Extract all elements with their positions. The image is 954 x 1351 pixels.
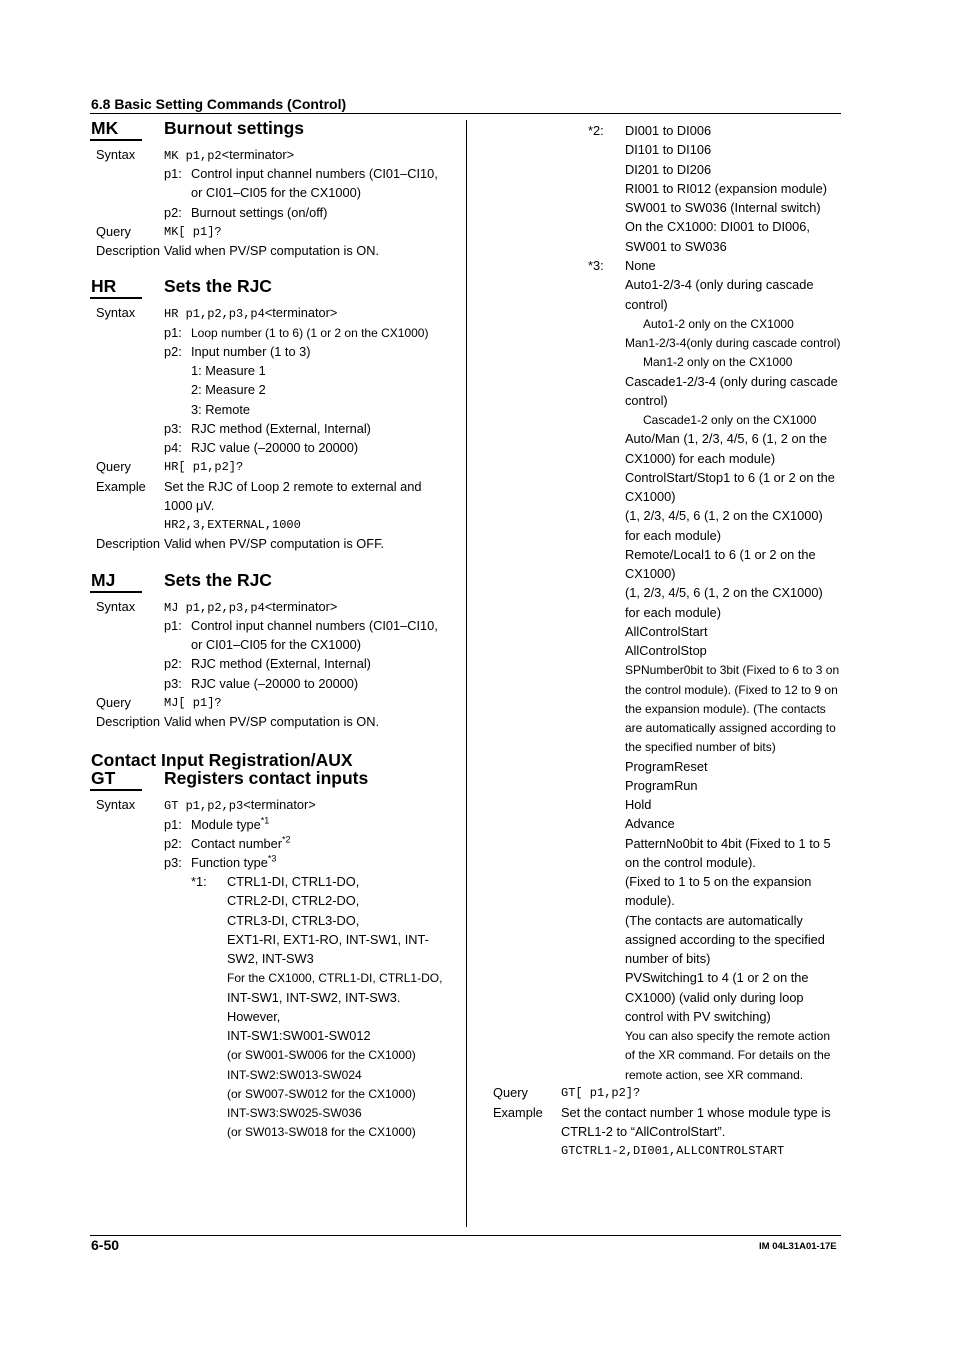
hr-query: HR[ p1,p2]? [164, 460, 244, 474]
mj-p1-label: p1: [164, 618, 182, 633]
page-number: 6-50 [91, 1237, 120, 1253]
hr-description: Valid when PV/SP computation is OFF. [164, 536, 385, 551]
hr-p2-option-1: 1: Measure 1 [191, 363, 266, 378]
mj-command: MJ [91, 570, 116, 590]
mk-p1-label: p1: [164, 166, 182, 181]
gt-example-line2: CTRL1-2 to “AllControlStart”. [561, 1124, 726, 1139]
gt-note3-line: the specified number of bits) [625, 740, 776, 755]
hr-command-underline [90, 297, 142, 299]
gt-note3-line: (1, 2/3, 4/5, 6 (1, 2 on the CX1000) [625, 585, 823, 601]
gt-syntax-label: Syntax [96, 797, 136, 812]
header-rule [90, 113, 841, 114]
gt-note3-line: Auto1-2/3-4 (only during cascade [625, 277, 814, 293]
gt-note1-line: INT-SW1, INT-SW2, INT-SW3. [227, 989, 401, 1005]
gt-note2-line: On the CX1000: DI001 to DI006, [625, 219, 810, 235]
gt-example-label: Example [493, 1105, 543, 1120]
mk-query-label: Query [96, 224, 131, 239]
gt-p1-label: p1: [164, 817, 182, 832]
gt-command: GT [91, 768, 116, 788]
gt-note1-line: (or SW013-SW018 for the CX1000) [227, 1125, 416, 1140]
mk-p2-label: p2: [164, 205, 182, 220]
gt-note3-line: module). [625, 893, 675, 909]
gt-p2: Contact number$^{*2}$ [191, 834, 291, 851]
gt-note2-label: *2: [588, 123, 604, 138]
gt-note3-line: (Fixed to 1 to 5 on the expansion [625, 874, 812, 889]
gt-note1-line: SW2, INT-SW3 [227, 951, 314, 966]
gt-note3-line: CX1000) [625, 489, 676, 504]
gt-note1-line: For the CX1000, CTRL1-DI, CTRL1-DO, [227, 971, 443, 986]
mj-p2: RJC method (External, Internal) [191, 656, 371, 671]
gt-p1: Module type$^{*1}$ [191, 815, 270, 832]
mj-p2-label: p2: [164, 656, 182, 671]
gt-note3-line: for each module) [625, 604, 722, 620]
gt-note1-line: CTRL2-DI, CTRL2-DO, [227, 893, 360, 909]
gt-title: Registers contact inputs [164, 768, 369, 788]
gt-query-label: Query [493, 1085, 528, 1100]
gt-note3-line: the control module). (Fixed to 12 to 9 on [625, 682, 838, 697]
gt-note3-line: (1, 2/3, 4/5, 6 (1, 2 on the CX1000) [625, 508, 823, 524]
hr-example-label: Example [96, 479, 146, 494]
hr-p2-label: p2: [164, 344, 182, 359]
hr-title: Sets the RJC [164, 276, 272, 296]
gt-note3-line: control with PV switching) [625, 1008, 771, 1024]
gt-note3-line: Advance [625, 816, 675, 832]
hr-p2-option-2: 2: Measure 2 [191, 382, 266, 397]
gt-query: GT[ p1,p2]? [561, 1086, 641, 1100]
gt-note3-line: for each module) [625, 527, 722, 543]
gt-syntax: GT p1,p2,p3<terminator> [164, 797, 316, 813]
mj-p3-label: p3: [164, 676, 182, 691]
gt-note3-line: (The contacts are automatically [625, 912, 803, 928]
mj-syntax: MJ p1,p2,p3,p4<terminator> [164, 599, 338, 615]
hr-example-line2: 1000 μV. [164, 498, 215, 513]
mk-description-label: Description [96, 243, 161, 258]
gt-note3-line: number of bits) [625, 951, 711, 966]
gt-p3: Function type$^{*3}$ [191, 853, 277, 870]
mk-p2: Burnout settings (on/off) [191, 205, 328, 220]
gt-note2-line: SW001 to SW036 [625, 238, 727, 254]
gt-note3-line: on the control module). [625, 854, 756, 870]
gt-note2-line: DI101 to DI106 [625, 142, 712, 158]
mk-command-underline [90, 139, 142, 141]
hr-description-label: Description [96, 536, 161, 551]
hr-p3-label: p3: [164, 421, 182, 436]
gt-note1-line: INT-SW1:SW001-SW012 [227, 1028, 371, 1043]
mk-p1-line2: or CI01–CI05 for the CX1000) [191, 185, 362, 200]
hr-example-code: HR2,3,EXTERNAL,1000 [164, 518, 301, 532]
mk-query: MK[ p1]? [164, 225, 222, 239]
gt-note3-line: Man1-2/3-4(only during cascade control) [625, 336, 841, 350]
mk-syntax-label: Syntax [96, 147, 136, 162]
gt-note3-line: Remote/Local1 to 6 (1 or 2 on the [625, 546, 816, 562]
gt-note2-line: DI001 to DI006 [625, 123, 712, 138]
gt-note3-line: ProgramReset [625, 758, 708, 774]
mj-syntax-label: Syntax [96, 599, 136, 614]
gt-p2-label: p2: [164, 836, 182, 851]
hr-p4-label: p4: [164, 440, 182, 455]
gt-example-line1: Set the contact number 1 whose module type is [561, 1105, 831, 1120]
gt-note3-line: Cascade1-2/3-4 (only during cascade [625, 373, 838, 389]
gt-note3-line: assigned according to the specified [625, 931, 825, 947]
gt-note3-line: the expansion module). (The contacts [625, 701, 826, 716]
mj-p1-line1: Control input channel numbers (CI01–CI10, [191, 618, 438, 633]
gt-note1-line: INT-SW3:SW025-SW036 [227, 1106, 362, 1120]
hr-example-line1: Set the RJC of Loop 2 remote to external and [164, 479, 422, 494]
gt-note3-line: Man1-2 only on the CX1000 [643, 355, 793, 370]
gt-note1-line: CTRL3-DI, CTRL3-DO, [227, 912, 360, 928]
mj-p3: RJC value (–20000 to 20000) [191, 676, 359, 691]
gt-example-code: GTCTRL1-2,DI001,ALLCONTROLSTART [561, 1144, 785, 1158]
gt-note3-line: You can also specify the remote action [625, 1029, 831, 1043]
gt-note3-line: CX1000) (valid only during loop [625, 989, 804, 1005]
mj-description: Valid when PV/SP computation is ON. [164, 714, 380, 729]
hr-syntax-label: Syntax [96, 305, 136, 320]
gt-note3-line: AllControlStart [625, 623, 708, 639]
mk-command: MK [91, 118, 119, 138]
gt-note3-line: remote action, see XR command. [625, 1067, 804, 1082]
gt-note1-line: (or SW001-SW006 for the CX1000) [227, 1048, 416, 1063]
gt-note1-line: EXT1-RI, EXT1-RO, INT-SW1, INT- [227, 931, 429, 947]
hr-p3: RJC method (External, Internal) [191, 421, 371, 436]
gt-group-heading: Contact Input Registration/AUX [91, 750, 353, 770]
mk-p1-line1: Control input channel numbers (CI01–CI10, [191, 166, 438, 181]
mj-title: Sets the RJC [164, 570, 272, 590]
gt-p3-label: p3: [164, 855, 182, 870]
hr-p1-label: p1: [164, 325, 182, 340]
hr-query-label: Query [96, 459, 131, 474]
gt-note3-line: control) [625, 392, 668, 408]
gt-note1-line: CTRL1-DI, CTRL1-DO, [227, 874, 360, 889]
mk-title: Burnout settings [164, 118, 304, 138]
mj-p1-line2: or CI01–CI05 for the CX1000) [191, 637, 362, 652]
gt-note3-line: SPNumber0bit to 3bit (Fixed to 6 to 3 on [625, 663, 840, 678]
gt-note3-label: *3: [588, 258, 604, 273]
gt-note3-line: of the XR command. For details on the [625, 1048, 831, 1063]
gt-note3-line: None [625, 258, 656, 273]
gt-note2-line: RI001 to RI012 (expansion module) [625, 180, 828, 196]
gt-note1-line: INT-SW2:SW013-SW024 [227, 1067, 362, 1082]
gt-note3-line: AllControlStop [625, 643, 707, 658]
mk-syntax: MK p1,p2<terminator> [164, 147, 295, 163]
footer-rule [90, 1235, 841, 1236]
mj-description-label: Description [96, 714, 161, 729]
hr-command: HR [91, 276, 117, 296]
gt-note1-line: (or SW007-SW012 for the CX1000) [227, 1086, 416, 1101]
gt-note3-line: Cascade1-2 only on the CX1000 [643, 413, 817, 427]
mj-command-underline [90, 591, 142, 593]
gt-note3-line: ProgramRun [625, 777, 698, 793]
hr-p2: Input number (1 to 3) [191, 344, 311, 359]
section-header: 6.8 Basic Setting Commands (Control) [91, 96, 347, 112]
gt-note1-label: *1: [191, 874, 207, 889]
gt-note1-line: However, [227, 1008, 281, 1024]
mj-query-label: Query [96, 695, 131, 710]
gt-note3-line: PVSwitching1 to 4 (1 or 2 on the [625, 970, 809, 986]
gt-note3-line: Auto1-2 only on the CX1000 [643, 316, 794, 331]
hr-syntax: HR p1,p2,p3,p4<terminator> [164, 305, 338, 321]
gt-note3-line: CX1000) for each module) [625, 450, 776, 466]
mk-description: Valid when PV/SP computation is ON. [164, 243, 380, 258]
hr-p1: Loop number (1 to 6) (1 or 2 on the CX1000) [191, 326, 429, 340]
gt-note3-line: control) [625, 296, 668, 312]
gt-note3-line: ControlStart/Stop1 to 6 (1 or 2 on the [625, 469, 835, 485]
gt-note3-line: are automatically assigned according to [625, 721, 836, 735]
gt-command-underline [90, 789, 142, 791]
gt-note3-line: CX1000) [625, 566, 676, 581]
hr-p4: RJC value (–20000 to 20000) [191, 440, 359, 455]
gt-note3-line: PatternNo0bit to 4bit (Fixed to 1 to 5 [625, 835, 831, 851]
hr-p2-option-3: 3: Remote [191, 402, 251, 417]
gt-note3-line: Hold [625, 797, 652, 812]
document-id: IM 04L31A01-17E [759, 1241, 837, 1252]
gt-note2-line: SW001 to SW036 (Internal switch) [625, 200, 821, 215]
gt-note3-line: Auto/Man (1, 2/3, 4/5, 6 (1, 2 on the [625, 431, 828, 447]
mj-query: MJ[ p1]? [164, 696, 222, 710]
gt-note2-line: DI201 to DI206 [625, 161, 712, 177]
column-divider [466, 120, 467, 1227]
